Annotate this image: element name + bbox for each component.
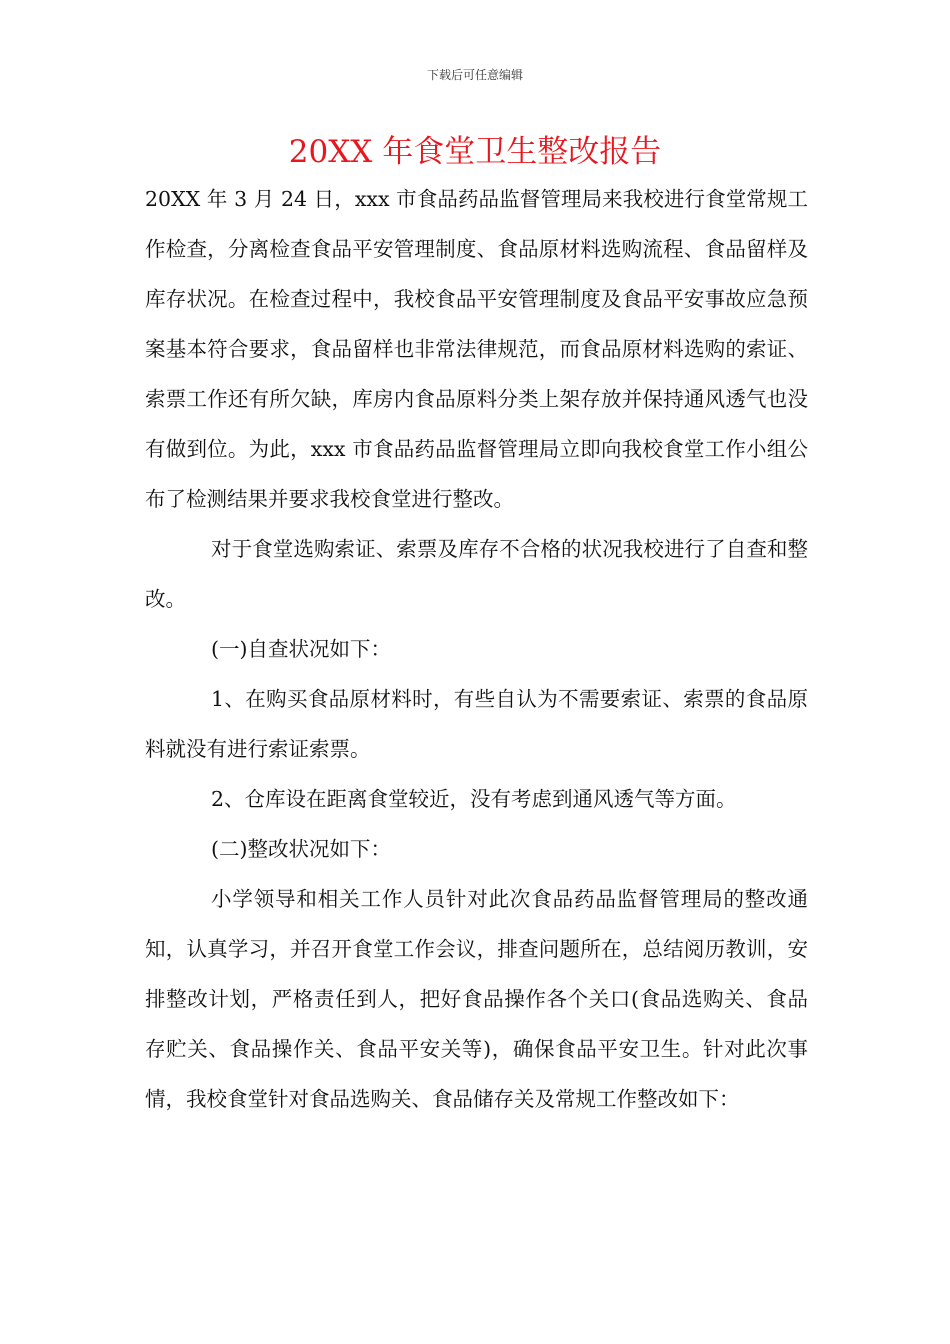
paragraph-rectification: 小学领导和相关工作人员针对此次食品药品监督管理局的整改通知，认真学习，并召开食堂工作会议，排查问题所在，总结阅历教训，安排整改计划，严格责任到人，把好食品操作各个关口(食品选购关、食品存贮关、食品操作关、食品平安关等)，确保食品平安卫生。针对此次事情，我校食堂针对食品选购关、食品储存关及常规工作整改如下： [145, 887, 808, 1111]
document-title: 20XX 年食堂卫生整改报告 [288, 134, 662, 170]
paragraph-self-check-intro: 对于食堂选购索证、索票及库存不合格的状况我校进行了自查和整改。 [145, 537, 808, 611]
page-header-note: 下载后可任意编辑 [426, 68, 523, 82]
paragraph-intro: 20XX 年 3 月 24 日，xxx 市食品药品监督管理局来我校进行食堂常规工作检查，分离检查食品平安管理制度、食品原材料选购流程、食品留样及库存状况。在检查过程中，我校食品平安管理制度及食品平安事故应急预案基本符合要求，食品留样也非常法律规范，而食品原材料选购的索证、索票工作还有所欠缺，库房内食品原料分类上架存放并保持通风透气也没有做到位。为此，xxx 市食品药品监督管理局立即向我校食堂工作小组公布了检测结果并要求我校食堂进行整改。 [145, 187, 808, 511]
section-heading-self-check: (一)自查状况如下： [211, 637, 391, 661]
document-body [145, 174, 808, 1124]
section-heading-rectification: (二)整改状况如下： [211, 837, 391, 861]
list-item-self-check-2: 2、仓库设在距离食堂较近，没有考虑到通风透气等方面。 [211, 787, 737, 811]
list-item-self-check-1: 1、在购买食品原材料时，有些自认为不需要索证、索票的食品原料就没有进行索证索票。 [145, 687, 808, 761]
